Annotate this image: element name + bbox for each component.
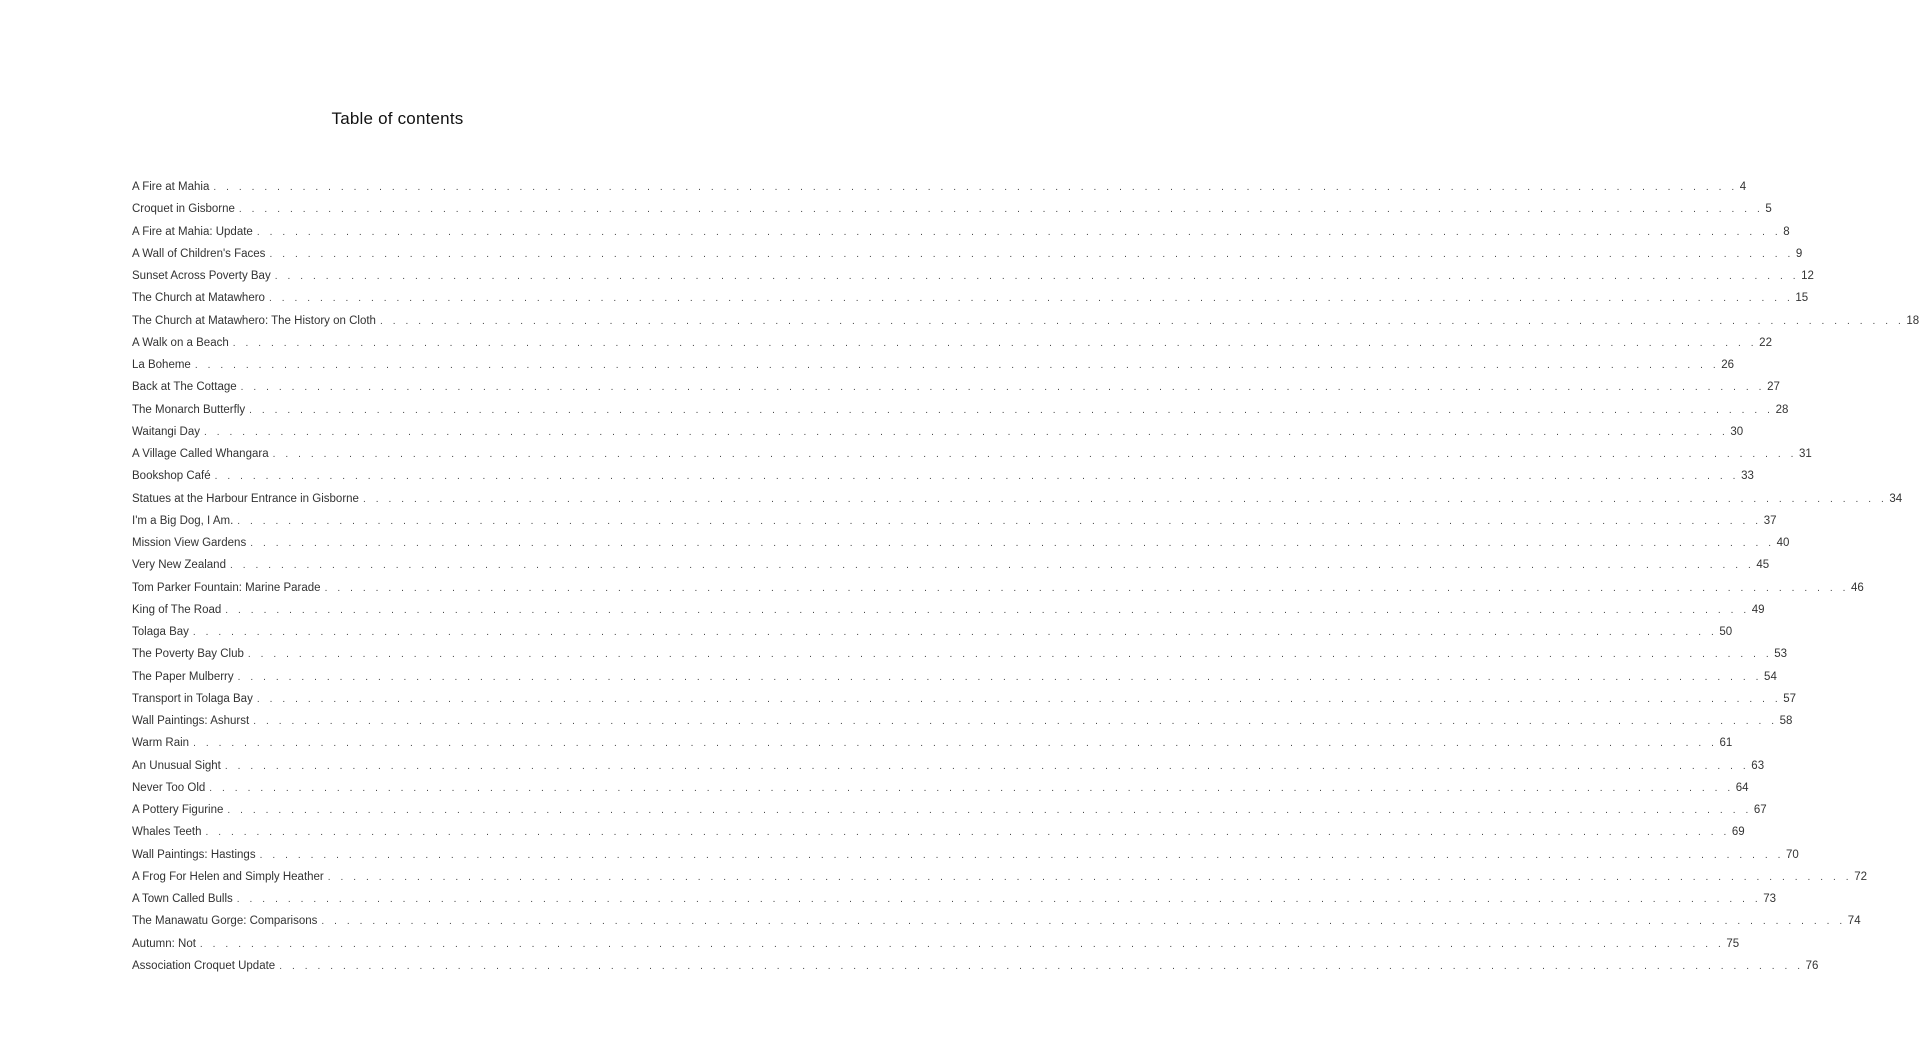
- toc-entry[interactable]: [132, 421, 1744, 443]
- toc-entry-title: A Fire at Mahia: [132, 181, 210, 193]
- toc-entry[interactable]: [132, 866, 1867, 888]
- toc-entry-page-number: 18: [1906, 314, 1919, 327]
- toc-entry[interactable]: [132, 399, 1789, 421]
- toc-entry-page-number: 53: [1774, 648, 1788, 661]
- toc-entry-page-number: 46: [1850, 581, 1864, 594]
- toc-entry[interactable]: [132, 554, 1770, 576]
- toc-entry[interactable]: [132, 844, 1799, 866]
- toc-entry-title: The Poverty Bay Club: [132, 648, 244, 661]
- toc-entry[interactable]: [132, 910, 1861, 932]
- toc-entry[interactable]: [132, 777, 1749, 799]
- toc-entry-page-number: 34: [1889, 492, 1903, 505]
- toc-entry[interactable]: [132, 376, 1780, 398]
- toc-entry[interactable]: [132, 732, 1733, 754]
- dot-leader: . . . . . . . . . . . . . . . . . . . . . . . . . . . . . . . . . . . . . . . . . . . . . . . . . . . . . . . . . . . . . . . . . . . . . . . . . . . . . . . . . . . . . . . . . . . . . . . . . . . . . . . . . . . . . . . . . . . . . . . .: [247, 649, 1773, 661]
- toc-entry-page-number: 12: [1801, 270, 1814, 282]
- toc-entry-page-number: 73: [1763, 893, 1777, 905]
- toc-entry-title: A Pottery Figurine: [132, 804, 224, 816]
- dot-leader: . . . . . . . . . . . . . . . . . . . . . . . . . . . . . . . . . . . . . . . . . . . . . . . . . . . . . . . . . . . . . . . . . . . . . . . . . . . . . . . . . . . . . . . . . . . . . . . . . . . . . . . . . . . . . . . . . . . . . . . .: [229, 560, 1755, 572]
- toc-entry[interactable]: [132, 176, 1747, 198]
- toc-entry-title: Waitangi Day: [132, 425, 200, 438]
- toc-entry[interactable]: [132, 221, 1790, 243]
- toc-entry-page-number: 76: [1805, 959, 1819, 972]
- toc-entry-page-number: 37: [1763, 514, 1777, 527]
- toc-entry[interactable]: [132, 465, 1754, 487]
- dot-leader: . . . . . . . . . . . . . . . . . . . . . . . . . . . . . . . . . . . . . . . . . . . . . . . . . . . . . . . . . . . . . . . . . . . . . . . . . . . . . . . . . . . . . . . . . . . . . . . . . . . . . . . . . . . . . . . . . . . . . . . .: [199, 938, 1725, 950]
- toc-entry-page-number: 49: [1751, 603, 1765, 616]
- toc-entry[interactable]: [132, 265, 1814, 287]
- toc-entry-title: The Church at Matawhero: [132, 292, 265, 305]
- toc-entry-title: Croquet in Gisborne: [132, 203, 235, 216]
- toc-entry-title: The Church at Matawhero: The History on Cloth: [132, 314, 376, 327]
- dot-leader: . . . . . . . . . . . . . . . . . . . . . . . . . . . . . . . . . . . . . . . . . . . . . . . . . . . . . . . . . . . . . . . . . . . . . . . . . . . . . . . . . . . . . . . . . . . . . . . . . . . . . . . . . . . . . . . . . . . . . . . .: [256, 226, 1782, 238]
- toc-entry[interactable]: [132, 332, 1772, 354]
- toc-entry-page-number: 69: [1731, 826, 1745, 839]
- toc-entry-page-number: 30: [1730, 425, 1744, 438]
- toc-entry-page-number: 74: [1847, 915, 1861, 928]
- toc-entry-title: A Wall of Children's Faces: [132, 247, 266, 260]
- toc-entry-title: Statues at the Harbour Entrance in Gisborne: [132, 492, 359, 505]
- toc-entry[interactable]: [132, 621, 1733, 643]
- dot-leader: . . . . . . . . . . . . . . . . . . . . . . . . . . . . . . . . . . . . . . . . . . . . . . . . . . . . . . . . . . . . . . . . . . . . . . . . . . . . . . . . . . . . . . . . . . . . . . . . . . . . . . . . . . . . . . . . . . . . . . . .: [274, 271, 1800, 282]
- toc-entry-page-number: 40: [1776, 537, 1790, 549]
- table-of-contents: [132, 176, 1919, 977]
- toc-entry-title: The Monarch Butterfly: [132, 403, 246, 416]
- toc-entry[interactable]: [132, 599, 1765, 621]
- toc-entry-title: I'm a Big Dog, I Am.: [132, 514, 234, 527]
- dot-leader: . . . . . . . . . . . . . . . . . . . . . . . . . . . . . . . . . . . . . . . . . . . . . . . . . . . . . . . . . . . . . . . . . . . . . . . . . . . . . . . . . . . . . . . . . . . . . . . . . . . . . . . . . . . . . . . . . . . . . . . .: [324, 582, 1849, 594]
- dot-leader: . . . . . . . . . . . . . . . . . . . . . . . . . . . . . . . . . . . . . . . . . . . . . . . . . . . . . . . . . . . . . . . . . . . . . . . . . . . . . . . . . . . . . . . . . . . . . . . . . . . . . . . . . . . . . . . . . . . . . . . .: [214, 471, 1740, 483]
- toc-entry[interactable]: [132, 287, 1809, 309]
- toc-entry-title: Autumn: Not: [132, 937, 196, 950]
- dot-leader: . . . . . . . . . . . . . . . . . . . . . . . . . . . . . . . . . . . . . . . . . . . . . . . . . . . . . . . . . . . . . . . . . . . . . . . . . . . . . . . . . . . . . . . . . . . . . . . . . . . . . . . . . . . . . . . . . . . . . . . .: [250, 538, 1775, 549]
- dot-leader: . . . . . . . . . . . . . . . . . . . . . . . . . . . . . . . . . . . . . . . . . . . . . . . . . . . . . . . . . . . . . . . . . . . . . . . . . . . . . . . . . . . . . . . . . . . . . . . . . . . . . . . . . . . . . . . . . . . . . . . .: [213, 182, 1738, 193]
- toc-entry-title: Sunset Across Poverty Bay: [132, 270, 271, 282]
- toc-entry-title: A Village Called Whangara: [132, 448, 269, 460]
- toc-entry[interactable]: [132, 354, 1735, 376]
- dot-leader: . . . . . . . . . . . . . . . . . . . . . . . . . . . . . . . . . . . . . . . . . . . . . . . . . . . . . . . . . . . . . . . . . . . . . . . . . . . . . . . . . . . . . . . . . . . . . . . . . . . . . . . . . . . . . . . . . . . . . . . .: [237, 515, 1762, 527]
- toc-entry-page-number: 5: [1765, 203, 1772, 216]
- toc-entry-title: Whales Teeth: [132, 826, 202, 839]
- dot-leader: . . . . . . . . . . . . . . . . . . . . . . . . . . . . . . . . . . . . . . . . . . . . . . . . . . . . . . . . . . . . . . . . . . . . . . . . . . . . . . . . . . . . . . . . . . . . . . . . . . . . . . . . . . . . . . . . . . . . . . . .: [240, 382, 1766, 394]
- dot-leader: . . . . . . . . . . . . . . . . . . . . . . . . . . . . . . . . . . . . . . . . . . . . . . . . . . . . . . . . . . . . . . . . . . . . . . . . . . . . . . . . . . . . . . . . . . . . . . . . . . . . . . . . . . . . . . . . . . . . . . . .: [209, 782, 1734, 794]
- toc-entry-title: Never Too Old: [132, 781, 206, 794]
- toc-entry-page-number: 4: [1739, 181, 1747, 193]
- toc-entry-title: A Frog For Helen and Simply Heather: [132, 870, 324, 883]
- toc-entry-page-number: 58: [1779, 715, 1793, 727]
- toc-entry-title: Transport in Tolaga Bay: [132, 692, 253, 705]
- toc-entry[interactable]: [132, 643, 1788, 665]
- dot-leader: . . . . . . . . . . . . . . . . . . . . . . . . . . . . . . . . . . . . . . . . . . . . . . . . . . . . . . . . . . . . . . . . . . . . . . . . . . . . . . . . . . . . . . . . . . . . . . . . . . . . . . . . . . . . . . . . . . . . . . . .: [269, 248, 1794, 260]
- toc-entry-page-number: 57: [1783, 692, 1797, 705]
- toc-entry-title: Association Croquet Update: [132, 959, 276, 972]
- dot-leader: . . . . . . . . . . . . . . . . . . . . . . . . . . . . . . . . . . . . . . . . . . . . . . . . . . . . . . . . . . . . . . . . . . . . . . . . . . . . . . . . . . . . . . . . . . . . . . . . . . . . . . . . . . . . . . . . . . . . . . . .: [249, 404, 1774, 416]
- toc-entry-title: A Walk on a Beach: [132, 336, 229, 349]
- dot-leader: . . . . . . . . . . . . . . . . . . . . . . . . . . . . . . . . . . . . . . . . . . . . . . . . . . . . . . . . . . . . . . . . . . . . . . . . . . . . . . . . . . . . . . . . . . . . . . . . . . . . . . . . . . . . . . . . . . . . . . . .: [227, 805, 1752, 816]
- toc-entry-page-number: 15: [1795, 292, 1809, 305]
- toc-entry-title: An Unusual Sight: [132, 759, 221, 772]
- toc-entry[interactable]: [132, 821, 1745, 843]
- dot-leader: . . . . . . . . . . . . . . . . . . . . . . . . . . . . . . . . . . . . . . . . . . . . . . . . . . . . . . . . . . . . . . . . . . . . . . . . . . . . . . . . . . . . . . . . . . . . . . . . . . . . . . . . . . . . . . . . . . . . . . . .: [205, 827, 1730, 839]
- toc-entry-page-number: 8: [1783, 225, 1790, 238]
- dot-leader: . . . . . . . . . . . . . . . . . . . . . . . . . . . . . . . . . . . . . . . . . . . . . . . . . . . . . . . . . . . . . . . . . . . . . . . . . . . . . . . . . . . . . . . . . . . . . . . . . . . . . . . . . . . . . . . . . . . . . . . .: [256, 693, 1782, 705]
- dot-leader: . . . . . . . . . . . . . . . . . . . . . . . . . . . . . . . . . . . . . . . . . . . . . . . . . . . . . . . . . . . . . . . . . . . . . . . . . . . . . . . . . . . . . . . . . . . . . . . . . . . . . . . . . . . . . . . . . . . . . . . .: [225, 604, 1750, 616]
- toc-entry[interactable]: [132, 755, 1765, 777]
- toc-entry-page-number: 26: [1721, 359, 1735, 371]
- toc-entry-page-number: 31: [1799, 448, 1812, 460]
- toc-entry[interactable]: [132, 243, 1803, 265]
- toc-entry-page-number: 75: [1726, 937, 1740, 950]
- toc-entry-title: La Boheme: [132, 359, 191, 371]
- toc-entry-page-number: 33: [1741, 470, 1754, 483]
- toc-entry[interactable]: [132, 510, 1777, 532]
- toc-entry-title: Warm Rain: [132, 737, 190, 750]
- toc-entry[interactable]: [132, 310, 1919, 332]
- toc-entry-page-number: 9: [1795, 247, 1803, 260]
- dot-leader: . . . . . . . . . . . . . . . . . . . . . . . . . . . . . . . . . . . . . . . . . . . . . . . . . . . . . . . . . . . . . . . . . . . . . . . . . . . . . . . . . . . . . . . . . . . . . . . . . . . . . . . . . . . . . . . . . . . . . . . .: [192, 627, 1718, 638]
- dot-leader: . . . . . . . . . . . . . . . . . . . . . . . . . . . . . . . . . . . . . . . . . . . . . . . . . . . . . . . . . . . . . . . . . . . . . . . . . . . . . . . . . . . . . . . . . . . . . . . . . . . . . . . . . . . . . . . . . . . . . . . .: [321, 916, 1846, 928]
- toc-entry-page-number: 45: [1756, 559, 1770, 572]
- toc-entry[interactable]: [132, 577, 1864, 599]
- toc-entry-page-number: 64: [1735, 781, 1749, 794]
- toc-entry-title: King of The Road: [132, 603, 222, 616]
- toc-entry[interactable]: [132, 710, 1793, 732]
- dot-leader: . . . . . . . . . . . . . . . . . . . . . . . . . . . . . . . . . . . . . . . . . . . . . . . . . . . . . . . . . . . . . . . . . . . . . . . . . . . . . . . . . . . . . . . . . . . . . . . . . . . . . . . . . . . . . . . . . . . . . . . .: [279, 960, 1804, 972]
- toc-entry-page-number: 27: [1767, 381, 1780, 394]
- toc-entry-page-number: 61: [1719, 737, 1733, 750]
- toc-entry-page-number: 54: [1764, 670, 1777, 683]
- toc-entry[interactable]: [132, 488, 1903, 510]
- dot-leader: . . . . . . . . . . . . . . . . . . . . . . . . . . . . . . . . . . . . . . . . . . . . . . . . . . . . . . . . . . . . . . . . . . . . . . . . . . . . . . . . . . . . . . . . . . . . . . . . . . . . . . . . . . . . . . . . . . . . . . . .: [193, 738, 1718, 750]
- toc-entry-title: Back at The Cottage: [132, 381, 237, 394]
- toc-entry[interactable]: [132, 688, 1797, 710]
- toc-entry-title: A Town Called Bulls: [132, 893, 233, 905]
- dot-leader: . . . . . . . . . . . . . . . . . . . . . . . . . . . . . . . . . . . . . . . . . . . . . . . . . . . . . . . . . . . . . . . . . . . . . . . . . . . . . . . . . . . . . . . . . . . . . . . . . . . . . . . . . . . . . . . . . . . . . . . .: [194, 360, 1720, 371]
- toc-entry-page-number: 50: [1719, 626, 1733, 638]
- toc-entry-page-number: 28: [1775, 403, 1789, 416]
- toc-entry-title: Tolaga Bay: [132, 626, 189, 638]
- toc-entry[interactable]: [132, 198, 1772, 220]
- dot-leader: . . . . . . . . . . . . . . . . . . . . . . . . . . . . . . . . . . . . . . . . . . . . . . . . . . . . . . . . . . . . . . . . . . . . . . . . . . . . . . . . . . . . . . . . . . . . . . . . . . . . . . . . . . . . . . . . . . . . . . . .: [272, 449, 1798, 460]
- toc-entry-page-number: 67: [1753, 804, 1767, 816]
- toc-entry[interactable]: [132, 443, 1812, 465]
- toc-entry-page-number: 72: [1854, 870, 1867, 883]
- toc-entry-title: Mission View Gardens: [132, 537, 247, 549]
- page-title: Table of contents: [331, 109, 464, 129]
- toc-entry-title: Wall Paintings: Hastings: [132, 848, 256, 861]
- dot-leader: . . . . . . . . . . . . . . . . . . . . . . . . . . . . . . . . . . . . . . . . . . . . . . . . . . . . . . . . . . . . . . . . . . . . . . . . . . . . . . . . . . . . . . . . . . . . . . . . . . . . . . . . . . . . . . . . . . . . . . . .: [237, 671, 1763, 683]
- toc-entry-title: Tom Parker Fountain: Marine Parade: [132, 581, 321, 594]
- dot-leader: . . . . . . . . . . . . . . . . . . . . . . . . . . . . . . . . . . . . . . . . . . . . . . . . . . . . . . . . . . . . . . . . . . . . . . . . . . . . . . . . . . . . . . . . . . . . . . . . . . . . . . . . . . . . . . . . . . . . . . . .: [224, 760, 1750, 772]
- toc-entry-page-number: 22: [1759, 336, 1772, 349]
- toc-entry[interactable]: [132, 955, 1819, 977]
- toc-entry[interactable]: [132, 666, 1777, 688]
- dot-leader: . . . . . . . . . . . . . . . . . . . . . . . . . . . . . . . . . . . . . . . . . . . . . . . . . . . . . . . . . . . . . . . . . . . . . . . . . . . . . . . . . . . . . . . . . . . . . . . . . . . . . . . . . . . . . . . . . . . . . . . .: [379, 315, 1905, 327]
- toc-entry-title: A Fire at Mahia: Update: [132, 225, 253, 238]
- toc-entry-title: The Manawatu Gorge: Comparisons: [132, 915, 318, 928]
- toc-entry-page-number: 63: [1751, 759, 1765, 772]
- dot-leader: . . . . . . . . . . . . . . . . . . . . . . . . . . . . . . . . . . . . . . . . . . . . . . . . . . . . . . . . . . . . . . . . . . . . . . . . . . . . . . . . . . . . . . . . . . . . . . . . . . . . . . . . . . . . . . . . . . . . . . . .: [232, 337, 1758, 349]
- dot-leader: . . . . . . . . . . . . . . . . . . . . . . . . . . . . . . . . . . . . . . . . . . . . . . . . . . . . . . . . . . . . . . . . . . . . . . . . . . . . . . . . . . . . . . . . . . . . . . . . . . . . . . . . . . . . . . . . . . . . . . . .: [203, 426, 1729, 438]
- dot-leader: . . . . . . . . . . . . . . . . . . . . . . . . . . . . . . . . . . . . . . . . . . . . . . . . . . . . . . . . . . . . . . . . . . . . . . . . . . . . . . . . . . . . . . . . . . . . . . . . . . . . . . . . . . . . . . . . . . . . . . . .: [238, 204, 1764, 216]
- toc-entry[interactable]: [132, 933, 1740, 955]
- dot-leader: . . . . . . . . . . . . . . . . . . . . . . . . . . . . . . . . . . . . . . . . . . . . . . . . . . . . . . . . . . . . . . . . . . . . . . . . . . . . . . . . . . . . . . . . . . . . . . . . . . . . . . . . . . . . . . . . . . . . . . . .: [253, 716, 1778, 727]
- toc-entry-title: The Paper Mulberry: [132, 670, 234, 683]
- toc-entry[interactable]: [132, 799, 1767, 821]
- toc-entry[interactable]: [132, 532, 1790, 554]
- toc-entry-title: Very New Zealand: [132, 559, 226, 572]
- toc-entry[interactable]: [132, 888, 1777, 910]
- dot-leader: . . . . . . . . . . . . . . . . . . . . . . . . . . . . . . . . . . . . . . . . . . . . . . . . . . . . . . . . . . . . . . . . . . . . . . . . . . . . . . . . . . . . . . . . . . . . . . . . . . . . . . . . . . . . . . . . . . . . . . . .: [236, 894, 1762, 905]
- toc-entry-title: Wall Paintings: Ashurst: [132, 715, 250, 727]
- toc-entry-title: Bookshop Café: [132, 470, 211, 483]
- dot-leader: . . . . . . . . . . . . . . . . . . . . . . . . . . . . . . . . . . . . . . . . . . . . . . . . . . . . . . . . . . . . . . . . . . . . . . . . . . . . . . . . . . . . . . . . . . . . . . . . . . . . . . . . . . . . . . . . . . . . . . . .: [259, 849, 1784, 861]
- dot-leader: . . . . . . . . . . . . . . . . . . . . . . . . . . . . . . . . . . . . . . . . . . . . . . . . . . . . . . . . . . . . . . . . . . . . . . . . . . . . . . . . . . . . . . . . . . . . . . . . . . . . . . . . . . . . . . . . . . . . . . . .: [268, 293, 1794, 305]
- dot-leader: . . . . . . . . . . . . . . . . . . . . . . . . . . . . . . . . . . . . . . . . . . . . . . . . . . . . . . . . . . . . . . . . . . . . . . . . . . . . . . . . . . . . . . . . . . . . . . . . . . . . . . . . . . . . . . . . . . . . . . . .: [327, 871, 1853, 883]
- toc-entry-page-number: 70: [1786, 848, 1799, 861]
- dot-leader: . . . . . . . . . . . . . . . . . . . . . . . . . . . . . . . . . . . . . . . . . . . . . . . . . . . . . . . . . . . . . . . . . . . . . . . . . . . . . . . . . . . . . . . . . . . . . . . . . . . . . . . . . . . . . . . . . . . . . . . .: [362, 493, 1888, 505]
